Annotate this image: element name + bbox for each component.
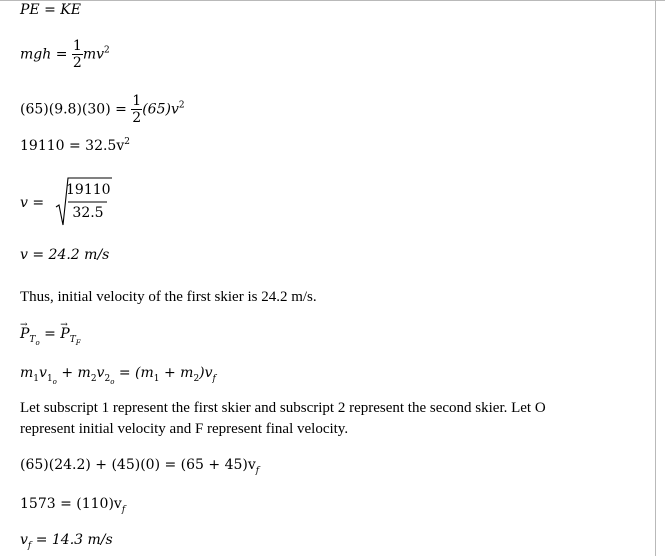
subscript: 1 [33,374,40,384]
fraction-numerator: 1 [132,93,142,109]
symbol-v: v [39,365,47,381]
fraction-half [72,38,83,71]
equation-momentum-simplified [20,495,125,513]
explanation-text-line-2: represent initial velocity and F represent final velocity. [20,421,349,437]
eq-right: mv [82,46,104,63]
symbol-v: v [96,365,105,381]
equation-energy-conservation [20,1,81,19]
symbol-m: m [20,365,34,381]
exponent: 2 [178,100,185,111]
subscript-f: F [75,339,81,347]
subscript-t: T [29,335,36,345]
root-numerator: 19110 [66,182,111,198]
equation-momentum-formula [20,364,216,386]
equation-momentum-substituted [20,456,259,474]
subscript: 1 [153,374,160,384]
exponent: 2 [104,45,110,56]
subscript-o: o [110,378,115,386]
equation-final-velocity [20,531,113,549]
equation-energy-formula [20,38,110,71]
subscript-number: 2 [104,374,111,384]
equation-simplified [20,137,130,155]
plus-sign: + [56,365,78,381]
subscript [47,374,57,384]
subscript [104,374,114,384]
subscript [29,335,39,345]
eq-text: 1573 = (110)v [20,496,122,512]
fraction-denominator: 2 [132,110,142,126]
fraction-numerator: 1 [72,38,82,54]
momentum-vector [60,325,69,343]
subscript: 2 [90,374,97,384]
subscript: f [27,541,32,551]
equation-momentum-conservation [20,325,81,347]
eq-left: mgh = [20,46,72,63]
explanation-text-line-1: Let subscript 1 represent the first skier and subscript 2 represent the second skier. Let O [20,400,546,416]
equation-energy-substituted [20,93,185,126]
subscript: f [255,466,260,476]
subscript-o: o [35,339,40,347]
subscript: f [212,374,216,384]
eq-left: v = [20,195,45,211]
rhs-middle: + m [159,365,194,381]
eq-text: 19110 = 32.5v [20,138,125,154]
eq-text: PE = KE [20,2,81,18]
equation-initial-velocity [20,246,109,264]
eq-text: (65)(24.2) + (45)(0) = (65 + 45)v [20,457,256,473]
eq-text: = 14.3 m/s [31,532,113,548]
eq-right: (65)v [142,101,179,118]
subscript: 2 [193,374,200,384]
fraction-denominator: 2 [72,55,82,71]
symbol-v: v [20,532,28,548]
symbol-m: m [77,365,91,381]
square-root [54,177,114,227]
root-denominator: 32.5 [72,205,104,221]
momentum-vector [20,325,29,343]
symbol-p: P [20,326,30,342]
subscript-t: T [69,335,76,345]
page-frame-right [655,0,656,556]
rhs-end: )v [199,365,213,381]
subscript-o: o [52,378,57,386]
conclusion-text: Thus, initial velocity of the first skier is 24.2 m/s. [20,289,317,305]
equals-sign: = [39,326,61,342]
symbol-p: P [60,326,70,342]
eq-left: (65)(9.8)(30) = [20,101,132,118]
subscript [70,335,81,345]
rhs-start: = (m [114,365,154,381]
page-frame-top [0,0,665,1]
subscript-number: 1 [46,374,53,384]
fraction-half [131,93,142,126]
exponent: 2 [124,137,130,147]
equation-velocity-root-left [20,194,44,212]
eq-text: v = 24.2 m/s [20,247,110,263]
subscript: f [121,505,126,515]
